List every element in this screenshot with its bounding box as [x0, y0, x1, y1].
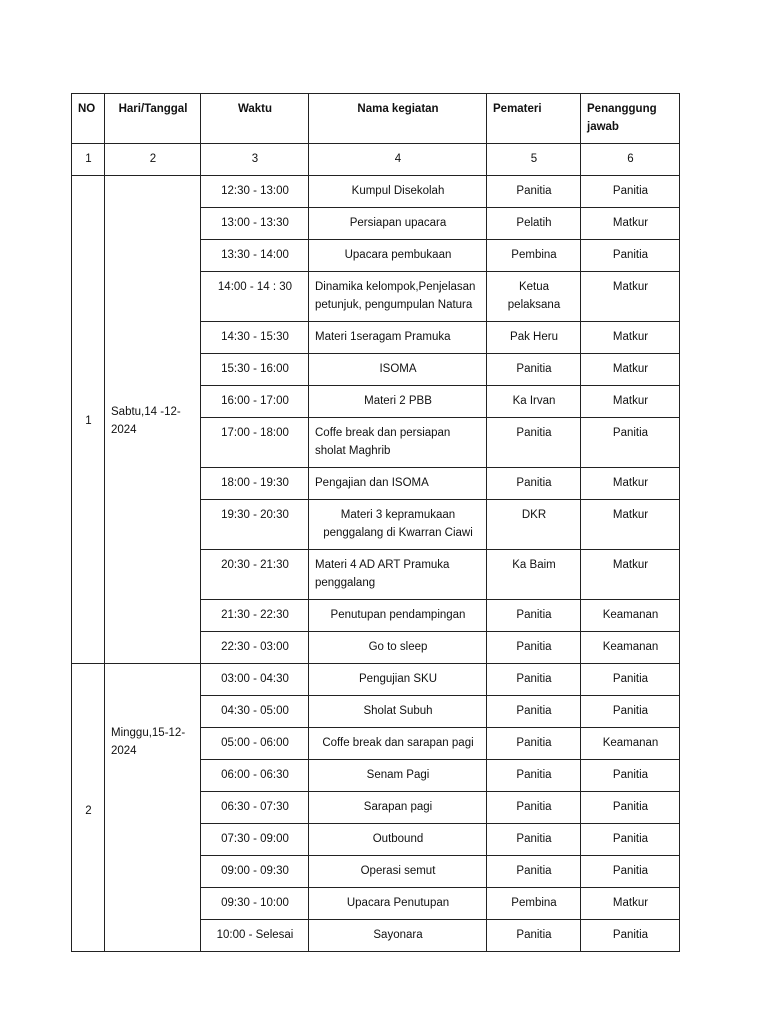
responsible-cell: Panitia: [581, 176, 680, 208]
time-cell: 10:00 - Selesai: [201, 920, 309, 952]
time-cell: 13:30 - 14:00: [201, 240, 309, 272]
speaker-cell: Panitia: [487, 468, 581, 500]
activity-cell: Operasi semut: [309, 856, 487, 888]
activity-cell: Sholat Subuh: [309, 696, 487, 728]
time-cell: 21:30 - 22:30: [201, 600, 309, 632]
speaker-cell: Ka Irvan: [487, 386, 581, 418]
activity-cell: Pengujian SKU: [309, 664, 487, 696]
speaker-cell: Pembina: [487, 240, 581, 272]
column-number: 4: [309, 144, 487, 176]
responsible-cell: Matkur: [581, 354, 680, 386]
day-date: Minggu,15-12-2024: [105, 664, 201, 952]
speaker-cell: Pak Heru: [487, 322, 581, 354]
responsible-cell: Panitia: [581, 696, 680, 728]
time-cell: 16:00 - 17:00: [201, 386, 309, 418]
speaker-cell: Ka Baim: [487, 550, 581, 600]
activity-cell: ISOMA: [309, 354, 487, 386]
speaker-cell: Panitia: [487, 856, 581, 888]
responsible-cell: Panitia: [581, 760, 680, 792]
activity-cell: Persiapan upacara: [309, 208, 487, 240]
schedule-table: [71, 93, 680, 952]
time-cell: 04:30 - 05:00: [201, 696, 309, 728]
column-number: 5: [487, 144, 581, 176]
time-cell: 09:30 - 10:00: [201, 888, 309, 920]
speaker-cell: Panitia: [487, 824, 581, 856]
time-cell: 13:00 - 13:30: [201, 208, 309, 240]
responsible-cell: Keamanan: [581, 728, 680, 760]
speaker-cell: Panitia: [487, 600, 581, 632]
time-cell: 07:30 - 09:00: [201, 824, 309, 856]
activity-cell: Materi 1seragam Pramuka: [309, 322, 487, 354]
day-date: Sabtu,14 -12-2024: [105, 176, 201, 664]
time-cell: 06:30 - 07:30: [201, 792, 309, 824]
header-hari-tanggal: Hari/Tanggal: [105, 94, 201, 144]
speaker-cell: Panitia: [487, 792, 581, 824]
day-number: 2: [72, 664, 105, 952]
time-cell: 18:00 - 19:30: [201, 468, 309, 500]
speaker-cell: Panitia: [487, 418, 581, 468]
responsible-cell: Matkur: [581, 208, 680, 240]
speaker-cell: Panitia: [487, 664, 581, 696]
responsible-cell: Matkur: [581, 500, 680, 550]
time-cell: 14:00 - 14 : 30: [201, 272, 309, 322]
speaker-cell: Pelatih: [487, 208, 581, 240]
responsible-cell: Matkur: [581, 272, 680, 322]
activity-cell: Senam Pagi: [309, 760, 487, 792]
activity-cell: Materi 2 PBB: [309, 386, 487, 418]
activity-cell: Coffe break dan persiapan sholat Maghrib: [309, 418, 487, 468]
header-pemateri: Pemateri: [487, 94, 581, 144]
header-nama-kegiatan: Nama kegiatan: [309, 94, 487, 144]
time-cell: 14:30 - 15:30: [201, 322, 309, 354]
time-cell: 20:30 - 21:30: [201, 550, 309, 600]
responsible-cell: Panitia: [581, 240, 680, 272]
speaker-cell: Pembina: [487, 888, 581, 920]
responsible-cell: Keamanan: [581, 600, 680, 632]
speaker-cell: Panitia: [487, 632, 581, 664]
time-cell: 09:00 - 09:30: [201, 856, 309, 888]
activity-cell: Go to sleep: [309, 632, 487, 664]
speaker-cell: Panitia: [487, 728, 581, 760]
responsible-cell: Matkur: [581, 468, 680, 500]
responsible-cell: Panitia: [581, 792, 680, 824]
column-number-row: [72, 144, 680, 176]
activity-cell: Upacara pembukaan: [309, 240, 487, 272]
activity-cell: Dinamika kelompok,Penjelasan petunjuk, pengumpulan Natura: [309, 272, 487, 322]
time-cell: 06:00 - 06:30: [201, 760, 309, 792]
activity-cell: Pengajian dan ISOMA: [309, 468, 487, 500]
responsible-cell: Panitia: [581, 824, 680, 856]
responsible-cell: Matkur: [581, 322, 680, 354]
time-cell: 22:30 - 03:00: [201, 632, 309, 664]
responsible-cell: Keamanan: [581, 632, 680, 664]
header-penanggung-jawab: Penanggung jawab: [581, 94, 680, 144]
activity-cell: Outbound: [309, 824, 487, 856]
activity-cell: Penutupan pendampingan: [309, 600, 487, 632]
header-row: [72, 94, 680, 144]
speaker-cell: DKR: [487, 500, 581, 550]
speaker-cell: Panitia: [487, 920, 581, 952]
table-row: [72, 664, 680, 696]
column-number: 2: [105, 144, 201, 176]
responsible-cell: Matkur: [581, 888, 680, 920]
speaker-cell: Panitia: [487, 696, 581, 728]
activity-cell: Coffe break dan sarapan pagi: [309, 728, 487, 760]
activity-cell: Upacara Penutupan: [309, 888, 487, 920]
speaker-cell: Panitia: [487, 354, 581, 386]
responsible-cell: Panitia: [581, 664, 680, 696]
time-cell: 15:30 - 16:00: [201, 354, 309, 386]
responsible-cell: Panitia: [581, 920, 680, 952]
table-row: [72, 176, 680, 208]
time-cell: 12:30 - 13:00: [201, 176, 309, 208]
header-no: NO: [72, 94, 105, 144]
column-number: 1: [72, 144, 105, 176]
responsible-cell: Matkur: [581, 386, 680, 418]
responsible-cell: Matkur: [581, 550, 680, 600]
speaker-cell: Panitia: [487, 760, 581, 792]
speaker-cell: Panitia: [487, 176, 581, 208]
activity-cell: Kumpul Disekolah: [309, 176, 487, 208]
header-waktu: Waktu: [201, 94, 309, 144]
day-number: 1: [72, 176, 105, 664]
activity-cell: Sayonara: [309, 920, 487, 952]
activity-cell: Materi 3 kepramukaan penggalang di Kwarran Ciawi: [309, 500, 487, 550]
responsible-cell: Panitia: [581, 418, 680, 468]
speaker-cell: Ketua pelaksana: [487, 272, 581, 322]
responsible-cell: Panitia: [581, 856, 680, 888]
column-number: 3: [201, 144, 309, 176]
column-number: 6: [581, 144, 680, 176]
activity-cell: Sarapan pagi: [309, 792, 487, 824]
activity-cell: Materi 4 AD ART Pramuka penggalang: [309, 550, 487, 600]
time-cell: 03:00 - 04:30: [201, 664, 309, 696]
schedule-body: [72, 176, 680, 952]
time-cell: 05:00 - 06:00: [201, 728, 309, 760]
time-cell: 19:30 - 20:30: [201, 500, 309, 550]
time-cell: 17:00 - 18:00: [201, 418, 309, 468]
